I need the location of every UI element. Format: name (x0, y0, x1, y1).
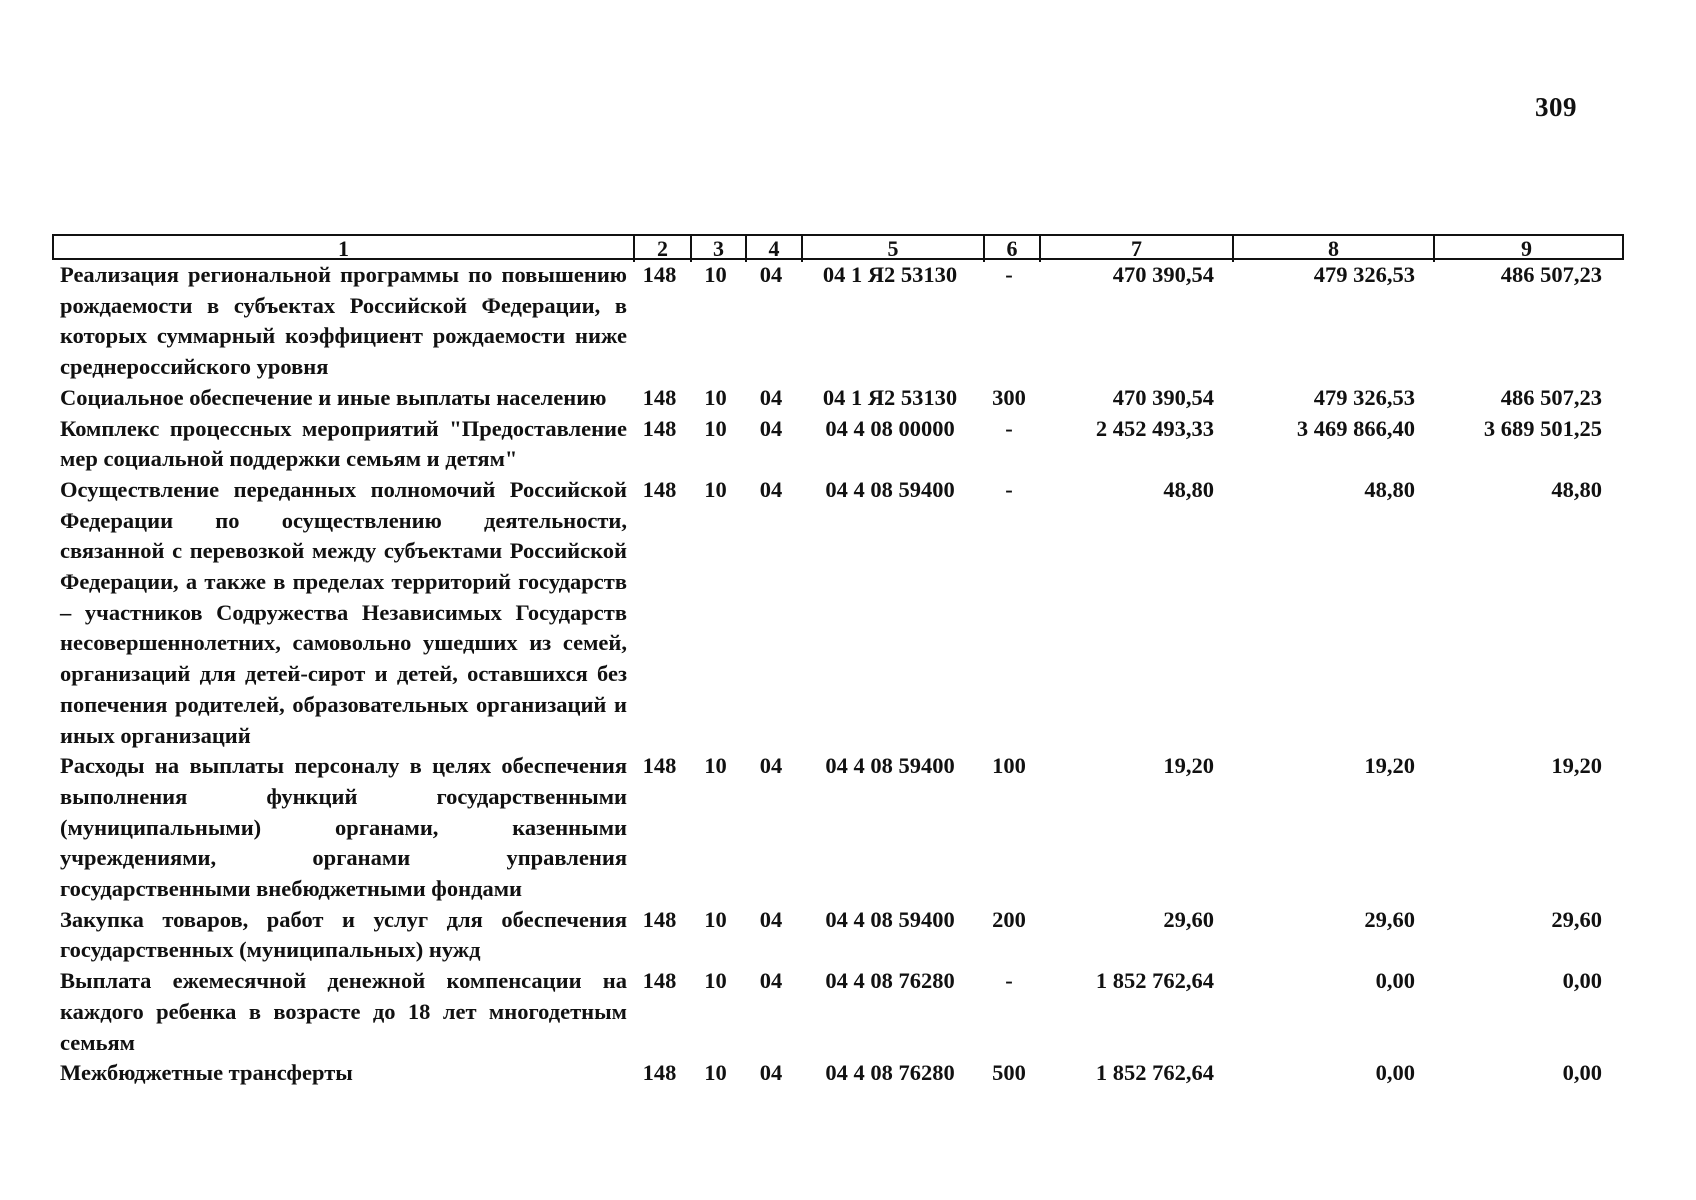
row-col-5-cell: 04 1 Я2 53130 (822, 262, 958, 287)
row-col-7-cell: 48,80 (1163, 476, 1214, 502)
row-col-7-cell: 470 390,54 (1112, 384, 1214, 410)
row-col-2-cell: 148 (642, 906, 677, 932)
row-col-2-cell: 148 (642, 1060, 677, 1086)
row-col-9-cell: 29,60 (1551, 906, 1602, 932)
table-row (52, 966, 1624, 1058)
row-col-3-cell: 10 (704, 1060, 727, 1086)
row-col-2-cell: 148 (642, 262, 677, 287)
row-col-8-cell: 0,00 (1375, 1060, 1415, 1086)
row-col-3-cell: 10 (704, 906, 727, 932)
row-name-cell: Расходы на выплаты персоналу в целях обеспечения выполнения функций государственными (муниципальными) органами, казенными учреждениями, органами управления государственными внебюджетными фондами (60, 753, 627, 902)
row-col-6-cell: 500 (992, 1060, 1026, 1086)
row-col-9-cell: 486 507,23 (1500, 262, 1602, 287)
row-col-4-cell: 04 (759, 476, 783, 502)
row-col-7-cell: 2 452 493,33 (1095, 415, 1214, 441)
column-header-9: 9 (1433, 236, 1618, 262)
row-col-4-cell: 04 (759, 753, 783, 779)
row-col-5-cell: 04 4 08 76280 (825, 1060, 955, 1086)
row-col-6-cell: 300 (992, 384, 1026, 410)
row-col-7-cell: 470 390,54 (1112, 262, 1214, 287)
row-col-3-cell: 10 (704, 415, 727, 441)
row-col-8-cell: 29,60 (1364, 906, 1415, 932)
row-col-3-cell: 10 (704, 968, 727, 994)
row-col-8-cell: 48,80 (1364, 476, 1415, 502)
row-name-cell: Социальное обеспечение и иные выплаты населению (60, 384, 607, 410)
row-col-8-cell: 479 326,53 (1313, 262, 1415, 287)
row-col-9-cell: 0,00 (1562, 1060, 1602, 1086)
row-name-cell: Межбюджетные трансферты (60, 1060, 353, 1086)
page-number: 309 (1535, 92, 1577, 122)
row-col-8-cell: 3 469 866,40 (1296, 415, 1415, 441)
column-header-7: 7 (1039, 236, 1232, 262)
row-col-7-cell: 19,20 (1163, 753, 1214, 779)
table-row (52, 1058, 1624, 1089)
row-col-2-cell: 148 (642, 968, 677, 994)
row-col-4-cell: 04 (759, 262, 783, 287)
row-name-cell: Осуществление переданных полномочий Российской Федерации по осуществлению деятельности, связанной с перевозкой между субъектами Российской Федерации, а также в пределах территорий государств – участников Содружества Независимых Государств несовершеннолетних, самовольно ушедших из семей, организаций для детей-сирот и детей, оставшихся без попечения родителей, образовательных организаций и иных организаций (60, 476, 627, 748)
table-row (52, 905, 1624, 966)
row-name-cell: Реализация региональной программы по повышению рождаемости в субъектах Российской Федерации, в которых суммарный коэффициент рождаемости ниже среднероссийского уровня (60, 262, 627, 380)
row-col-6-cell: 100 (992, 753, 1026, 779)
row-col-4-cell: 04 (759, 1060, 783, 1086)
column-header-1: 1 (338, 236, 349, 261)
row-col-4-cell: 04 (759, 968, 783, 994)
row-col-6-cell: - (1005, 476, 1013, 502)
row-col-6-cell: - (1005, 415, 1013, 441)
row-col-5-cell: 04 1 Я2 53130 (822, 384, 958, 410)
row-col-4-cell: 04 (759, 415, 783, 441)
column-header-8: 8 (1232, 236, 1433, 262)
row-col-3-cell: 10 (704, 476, 727, 502)
row-col-5-cell: 04 4 08 59400 (825, 906, 955, 932)
column-header-2: 2 (633, 236, 690, 262)
column-header-6: 6 (983, 236, 1039, 262)
row-col-5-cell: 04 4 08 76280 (825, 968, 955, 994)
row-col-6-cell: - (1005, 968, 1013, 994)
row-col-3-cell: 10 (704, 384, 727, 410)
row-col-8-cell: 0,00 (1375, 968, 1415, 994)
row-name-cell: Комплекс процессных мероприятий "Предоставление мер социальной поддержки семьям и детям" (60, 415, 627, 472)
row-col-9-cell: 486 507,23 (1500, 384, 1602, 410)
row-col-2-cell: 148 (642, 753, 677, 779)
row-col-7-cell: 29,60 (1163, 906, 1214, 932)
row-col-5-cell: 04 4 08 59400 (825, 476, 955, 502)
table-row (52, 475, 1624, 751)
table-row (52, 383, 1624, 414)
row-col-3-cell: 10 (704, 753, 727, 779)
row-col-5-cell: 04 4 08 59400 (825, 753, 955, 779)
row-col-9-cell: 3 689 501,25 (1483, 415, 1602, 441)
row-col-5-cell: 04 4 08 00000 (825, 415, 955, 441)
table-row (52, 414, 1624, 475)
row-col-9-cell: 0,00 (1562, 968, 1602, 994)
row-col-9-cell: 19,20 (1551, 753, 1602, 779)
row-col-2-cell: 148 (642, 415, 677, 441)
table-row (52, 260, 1624, 383)
column-header-4: 4 (745, 236, 801, 262)
row-col-7-cell: 1 852 762,64 (1095, 968, 1214, 994)
table-body (52, 260, 1624, 1089)
row-col-7-cell: 1 852 762,64 (1095, 1060, 1214, 1086)
row-col-3-cell: 10 (704, 262, 727, 287)
column-header-5: 5 (801, 236, 983, 262)
row-col-2-cell: 148 (642, 384, 677, 410)
row-name-cell: Выплата ежемесячной денежной компенсации на каждого ребенка в возрасте до 18 лет многодетным семьям (60, 968, 627, 1055)
row-col-8-cell: 479 326,53 (1313, 384, 1415, 410)
row-col-4-cell: 04 (759, 906, 783, 932)
column-header-3: 3 (690, 236, 745, 262)
row-col-6-cell: - (1005, 262, 1013, 287)
row-col-6-cell: 200 (992, 906, 1026, 932)
row-col-2-cell: 148 (642, 476, 677, 502)
row-col-8-cell: 19,20 (1364, 753, 1415, 779)
row-name-cell: Закупка товаров, работ и услуг для обеспечения государственных (муниципальных) нужд (60, 906, 627, 963)
row-col-9-cell: 48,80 (1551, 476, 1602, 502)
budget-table (52, 234, 1624, 1089)
table-row (52, 751, 1624, 905)
row-col-4-cell: 04 (759, 384, 783, 410)
table-header-row (52, 234, 1624, 260)
